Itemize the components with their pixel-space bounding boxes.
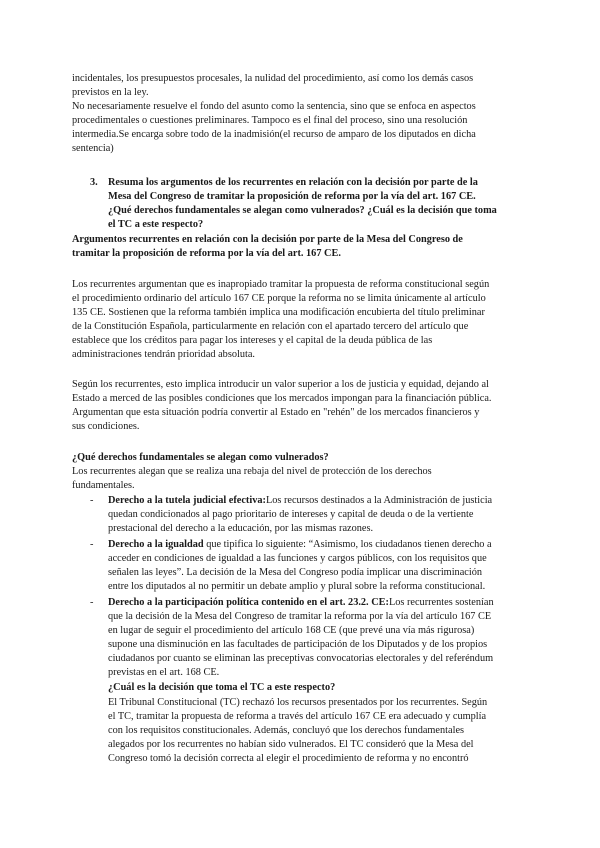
intro-line-4: procedimentales o cuestiones preliminares. Tampoco es el final del proceso, sino una resolución [72, 115, 468, 126]
para1-line-6: administraciones tendrán prioridad absoluta. [72, 349, 256, 360]
bullet3-title: Derecho a la participación política contenido en el art. 23.2. CE: [108, 597, 389, 608]
arguments-heading-line-1: Argumentos recurrentes en relación con la decisión por parte de la Mesa del Congreso de [72, 234, 463, 245]
bullet2-line-3: señalen las leyes”. La decisión de la Mesa del Congreso podía implicar una discriminación [108, 567, 483, 578]
rights-intro-line-2: fundamentales. [72, 480, 135, 491]
bullet1-title: Derecho a la tutela judicial efectiva: [108, 495, 266, 506]
bullet3-first-line [108, 596, 494, 609]
bullet-marker-1: - [90, 495, 94, 506]
bullet-marker-2: - [90, 539, 94, 550]
bullet2-first-rest: que tipifica lo siguiente: “Asimismo, los ciudadanos tienen derecho a [203, 539, 492, 550]
para1-line-1: Los recurrentes argumentan que es inapropiado tramitar la propuesta de reforma constitucional según [72, 279, 490, 290]
bullet2-title: Derecho a la igualdad [108, 539, 204, 550]
question-number: 3. [90, 177, 98, 188]
question-line-4: el TC a este respecto? [108, 219, 204, 230]
decision-line-3: con los requisitos constitucionales. Además, concluyó que los derechos fundamentales [108, 725, 465, 736]
arguments-heading-line-2: tramitar la proposición de reforma por la vía del art. 167 CE. [72, 248, 341, 259]
question-line-2: Mesa del Congreso de tramitar la proposición de reforma por la vía del art. 167 CE. [108, 191, 476, 202]
bullet3-line-3: en lugar de seguir el procedimiento del artículo 168 CE (que prevé una vía más rigurosa) [108, 625, 475, 636]
para2-line-4: sus condiciones. [72, 421, 140, 432]
decision-line-2: el TC, tramitar la propuesta de reforma a través del artículo 167 CE era adecuado y cumplía [108, 711, 487, 722]
bullet2-first-line [108, 538, 492, 551]
bullet1-line-2: quedan condicionados al pago prioritario de intereses y capital de deuda o de la vertiente [108, 509, 474, 520]
para2-line-2: Estado a merced de las posibles condiciones que los mercados impongan para la financiación pública. [72, 393, 492, 404]
decision-line-4: alegados por los recurrentes no habían sido vulnerados. El TC consideró que la Mesa del [108, 739, 474, 750]
question-line-3: ¿Qué derechos fundamentales se alegan como vulnerados? ¿Cuál es la decisión que toma [108, 205, 497, 216]
bullet3-line-5: ciudadanos por cuanto se eliminan las preceptivas convocatorias electorales y del referéndum [108, 653, 494, 664]
decision-line-5: Congreso tomó la decisión correcta al elegir el procedimiento de reforma y no encontró [108, 753, 469, 764]
intro-line-6: sentencia) [72, 143, 114, 154]
bullet3-line-4: supone una disminución en las facultades de participación de los Diputados y de los propios [108, 639, 488, 650]
intro-line-1: incidentales, los presupuestos procesales, la nulidad del procedimiento, así como los demás casos [72, 73, 474, 84]
bullet2-line-2: acceder en condiciones de igualdad a las funciones y cargos públicos, con los requisitos que [108, 553, 487, 564]
question-line-1: Resuma los argumentos de los recurrentes en relación con la decisión por parte de la [108, 177, 478, 188]
para1-line-3: 135 CE. Sostienen que la reforma también implica una modificación encubierta del título preliminar [72, 307, 485, 318]
bullet1-line-3: prestacional del derecho a la educación, por las mismas razones. [108, 523, 374, 534]
decision-line-1: El Tribunal Constitucional (TC) rechazó los recursos presentados por los recurrentes. Según [108, 697, 488, 708]
para2-line-1: Según los recurrentes, esto implica introducir un valor superior a los de justicia y equidad, dejando al [72, 379, 489, 390]
bullet1-first-line [108, 494, 492, 507]
bullet3-first-rest: Los recurrentes sostenían [388, 597, 494, 608]
intro-line-2: previstos en la ley. [72, 87, 149, 98]
para1-line-4: de la Constitución Española, particularmente en relación con el apartado tercero del artículo que [72, 321, 469, 332]
para1-line-5: establece que los créditos para pagar los intereses y el capital de la deuda pública de las [72, 335, 433, 346]
para1-line-2: el procedimiento ordinario del artículo 167 CE porque la reforma no se limita únicamente al artículo [72, 293, 486, 304]
para2-line-3: Argumentan que esta situación podría convertir al Estado en "rehén" de los mercados financieros y [72, 407, 480, 418]
intro-line-3: No necesariamente resuelve el fondo del asunto como la sentencia, sino que se enfoca en aspectos [72, 101, 476, 112]
intro-line-5: intermedia.Se encarga sobre todo de la inadmisión(el recurso de amparo de los diputados en dicha [72, 129, 476, 140]
decision-heading: ¿Cuál es la decisión que toma el TC a este respecto? [108, 682, 336, 693]
bullet1-first-rest: Los recursos destinados a la Administración de justicia [265, 495, 493, 506]
rights-heading: ¿Qué derechos fundamentales se alegan como vulnerados? [72, 452, 329, 463]
bullet3-line-2: que la decisión de la Mesa del Congreso de tramitar la reforma por la vía del artículo 167 CE [108, 611, 492, 622]
bullet3-line-6: previstas en el art. 168 CE. [108, 667, 220, 678]
bullet2-line-4: entre los diputados al no permitir un debate amplio y plural sobre la reforma constitucional. [108, 581, 486, 592]
bullet-marker-3: - [90, 597, 94, 608]
rights-intro-line-1: Los recurrentes alegan que se realiza una rebaja del nivel de protección de los derechos [72, 466, 432, 477]
